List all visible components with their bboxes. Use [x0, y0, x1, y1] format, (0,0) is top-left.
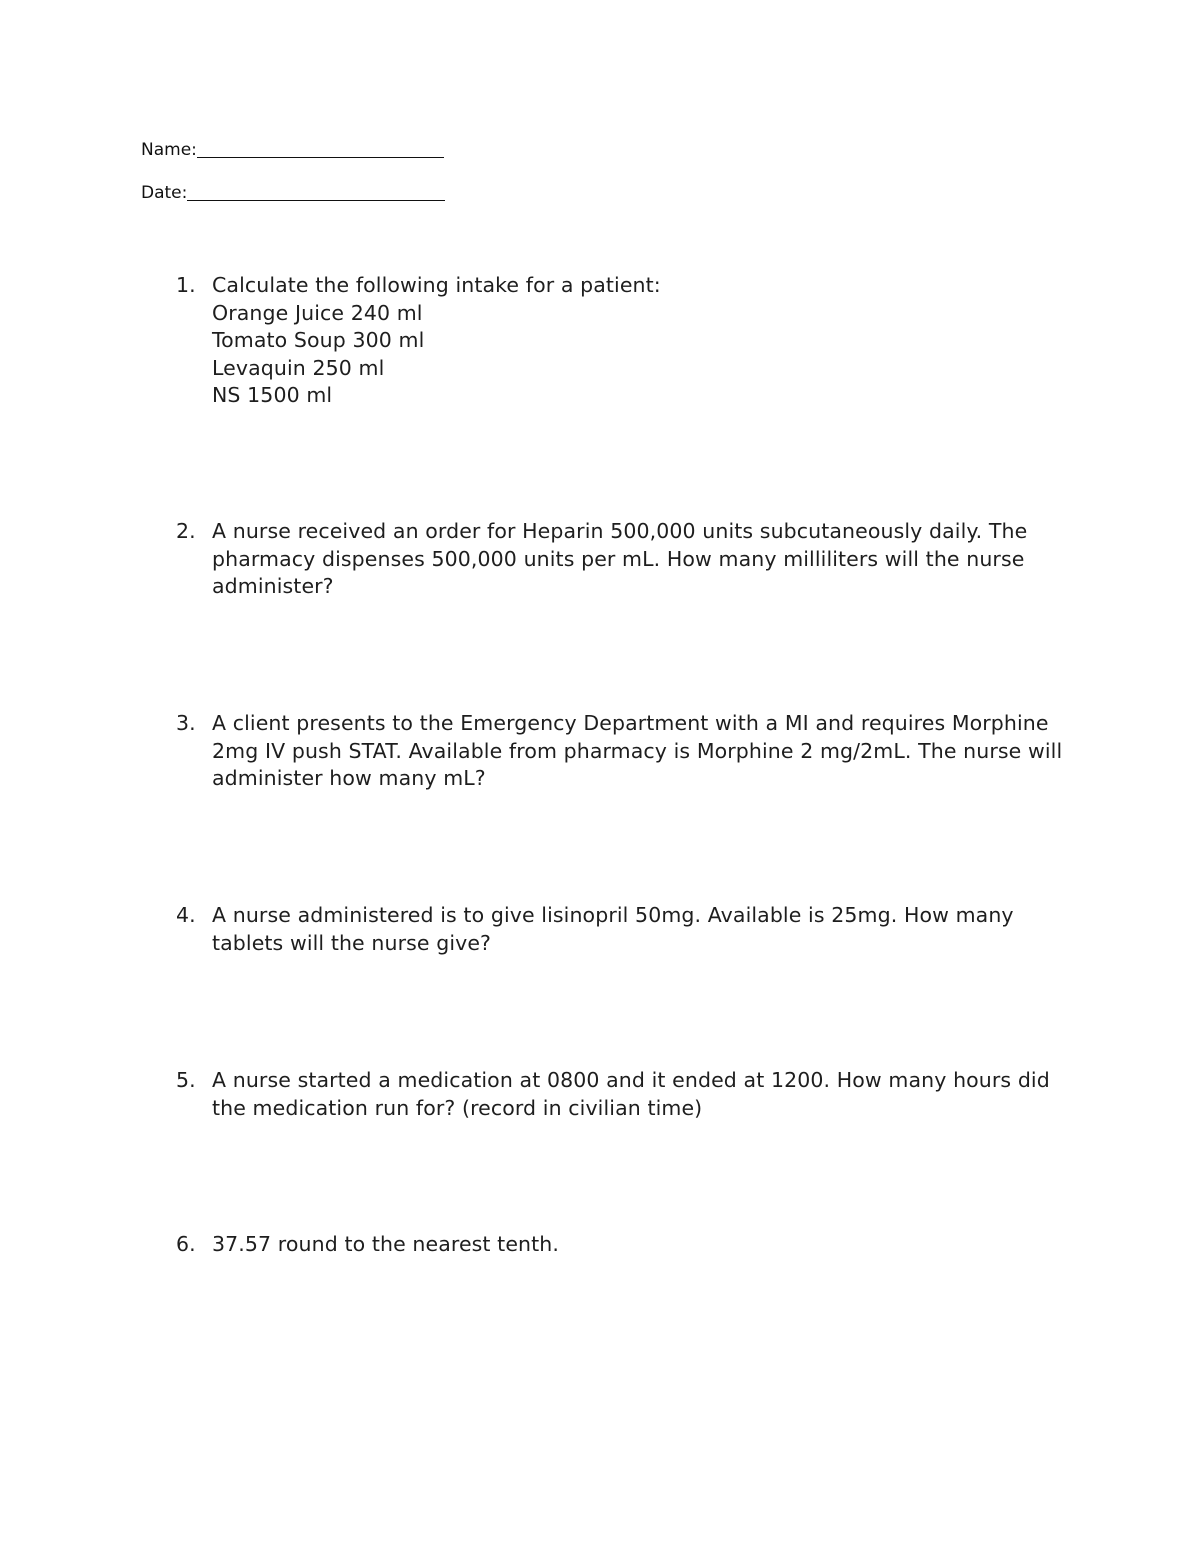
- name-field-row: [141, 140, 444, 160]
- question-3: [176, 710, 1076, 793]
- date-label: Date:: [141, 183, 188, 203]
- question-number: 6.: [176, 1232, 196, 1256]
- intake-item: Tomato Soup 300 ml: [212, 328, 425, 352]
- intake-item: Orange Juice 240 ml: [212, 300, 423, 325]
- question-line: tablets will the nurse give?: [212, 930, 492, 955]
- question-line: 37.57 round to the nearest tenth.: [212, 1232, 559, 1256]
- question-line: administer how many mL?: [212, 766, 486, 790]
- question-line: A nurse started a medication at 0800 and it ended at 1200. How many hours did: [212, 1068, 1050, 1092]
- date-blank-line[interactable]: [187, 183, 445, 201]
- question-line: A nurse received an order for Heparin 500,000 units subcutaneously daily. The: [212, 519, 1028, 543]
- intake-item: Levaquin 250 ml: [212, 355, 385, 380]
- question-line: Calculate the following intake for a patient:: [212, 273, 661, 297]
- question-line: the medication run for? (record in civilian time): [212, 1095, 703, 1120]
- date-field-row: [141, 183, 445, 203]
- question-number: 5.: [176, 1068, 196, 1092]
- question-number: 1.: [176, 273, 196, 297]
- intake-item: NS 1500 ml: [212, 383, 333, 407]
- question-6: [176, 1231, 1076, 1259]
- question-5: [176, 1067, 1076, 1122]
- question-text: [212, 1231, 1076, 1259]
- question-1: [176, 272, 1076, 410]
- question-number: 2.: [176, 519, 196, 543]
- question-line: 2mg IV push STAT. Available from pharmacy is Morphine 2 mg/2mL. The nurse will: [212, 738, 1063, 763]
- question-text: [212, 1067, 1076, 1122]
- question-text: [212, 518, 1076, 601]
- question-line: A nurse administered is to give lisinopril 50mg. Available is 25mg. How many: [212, 903, 1014, 927]
- name-label: Name:: [141, 140, 197, 160]
- question-number: 4.: [176, 903, 196, 927]
- question-line: administer?: [212, 574, 334, 598]
- name-blank-line[interactable]: [197, 140, 444, 158]
- question-4: [176, 902, 1076, 957]
- question-text: [212, 710, 1076, 793]
- question-number: 3.: [176, 711, 196, 735]
- question-text: [212, 902, 1076, 957]
- question-2: [176, 518, 1076, 601]
- question-line: pharmacy dispenses 500,000 units per mL. How many milliliters will the nurse: [212, 546, 1025, 571]
- question-text: [212, 272, 1076, 410]
- question-line: A client presents to the Emergency Department with a MI and requires Morphine: [212, 711, 1049, 735]
